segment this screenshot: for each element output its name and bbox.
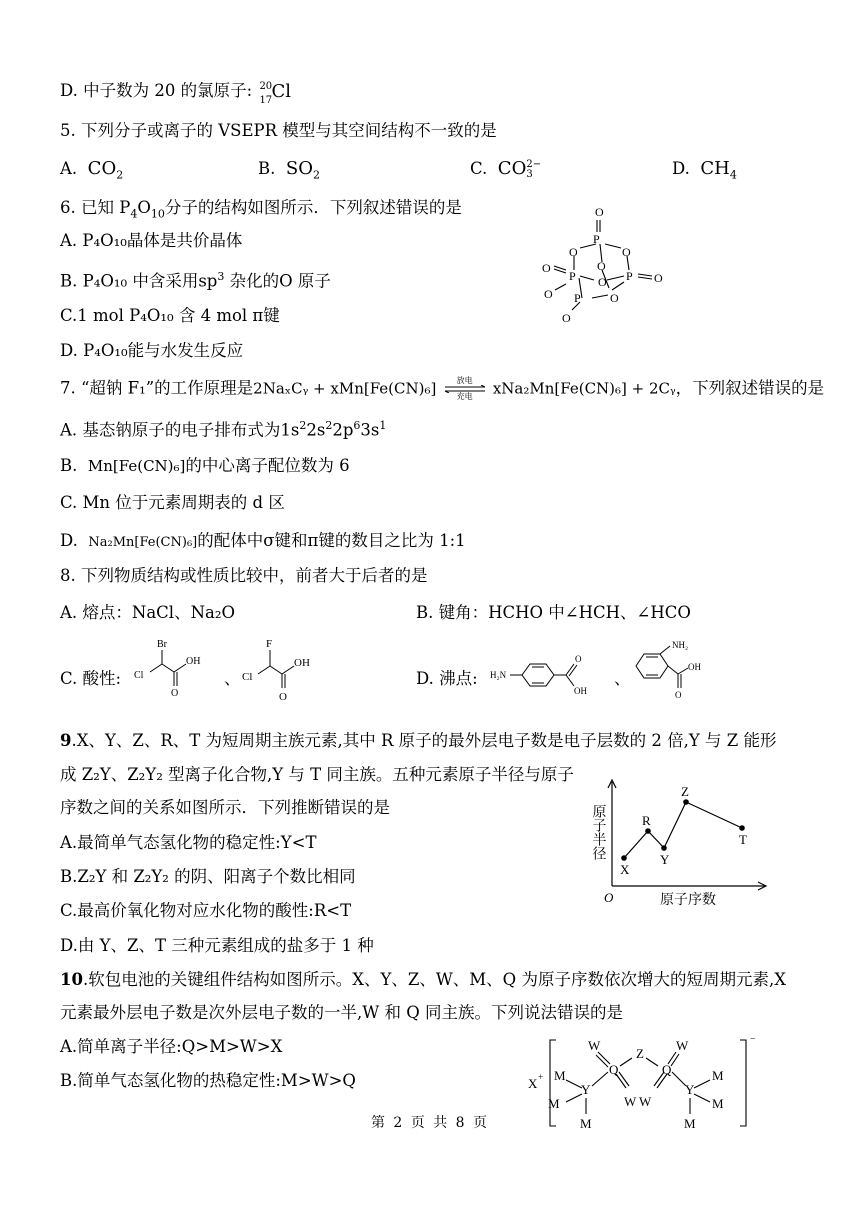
q9-stem-line1: 9.X、Y、Z、R、T 为短周期主族元素,其中 R 原子的最外层电子数是电子层数的 2 倍,Y 与 Z 能形	[60, 731, 777, 750]
point-x-label: X	[620, 862, 630, 877]
q10-stem-line2: 元素最外层电子数是次外层电子数的一半,W 和 Q 同主族。下列说法错误的是	[60, 1003, 623, 1022]
q7-option-d: D. Na₂Mn[Fe(CN)₆]的配体中σ键和π键的数目之比为 1:1	[60, 531, 466, 550]
svg-text:OH: OH	[186, 656, 201, 667]
para-aminobenzoic-acid-structure	[488, 650, 608, 700]
q5-option-d: D. $CH_4$	[672, 158, 737, 182]
svg-text:F: F	[266, 638, 273, 650]
svg-text:M: M	[554, 1068, 566, 1083]
fig-p-left: P	[569, 269, 576, 283]
q10-option-a: A.简单离子半径:Q>M>W>X	[60, 1037, 283, 1056]
q8-option-d-separator: 、	[614, 669, 631, 688]
svg-text:W: W	[676, 1038, 689, 1053]
fluoroacetic-acid-structure	[236, 636, 326, 706]
svg-text:M: M	[712, 1068, 724, 1083]
q9-stem-line3: 序数之间的关系如图所示．下列推断错误的是	[60, 798, 390, 817]
point-y-label: Y	[660, 852, 670, 867]
q8-stem: 8. 下列物质结构或性质比较中，前者大于后者的是	[60, 566, 428, 585]
ortho-aminobenzoic-acid-structure	[626, 636, 716, 710]
q8-option-c-separator: 、	[224, 669, 241, 688]
page-footer: 第 2 页 共 8 页	[370, 1115, 490, 1131]
q9-option-c: C.最高价氧化物对应水化物的酸性:R<T	[60, 901, 352, 920]
svg-text:W: W	[639, 1094, 652, 1109]
svg-text:O: O	[171, 688, 179, 699]
bromoacetic-acid-structure	[128, 636, 218, 706]
q6-option-a: A. P₄O₁₀晶体是共价晶体	[60, 231, 243, 250]
q10-stem-line1: 10.软包电池的关键组件结构如图所示。X、Y、Z、W、M、Q 为原子序数依次增大的短周期元素,X	[60, 970, 786, 989]
graph-y-axis-label: 原子半径	[590, 804, 606, 860]
svg-text:OH: OH	[294, 657, 310, 669]
svg-text:M: M	[548, 1096, 560, 1111]
fig-p-top: P	[593, 232, 600, 246]
point-r-label: R	[642, 813, 651, 828]
svg-text:W: W	[624, 1094, 637, 1109]
svg-text:−: −	[750, 1034, 756, 1045]
q6-option-d: D. P₄O₁₀能与水发生反应	[60, 341, 244, 360]
svg-text:+: +	[538, 1072, 544, 1082]
cation-x-label: X	[528, 1076, 538, 1091]
q5-option-b: B. $SO_2$	[258, 158, 320, 182]
q9-option-d: D.由 Y、Z、T 三种元素组成的盐多于 1 种	[60, 936, 374, 955]
svg-text:NH₂: NH₂	[672, 640, 689, 650]
svg-text:W: W	[588, 1038, 601, 1053]
q9-option-b: B.Z₂Y 和 Z₂Y₂ 的阴、阳离子个数比相同	[60, 867, 356, 886]
q9-option-a: A.最简单气态氢化物的稳定性:Y<T	[60, 833, 317, 852]
fig-o-left: O	[569, 245, 578, 259]
fig-o-middle: O	[598, 275, 607, 289]
svg-text:Br: Br	[157, 639, 167, 650]
q7-stem: 7. “超钠 F₁”的工作原理是2NaₓCᵧ + xMn[Fe(CN)₆] 放电 充电 xNa₂Mn[Fe(CN)₆] + 2Cᵧ，下列叙述错误的是	[60, 376, 825, 401]
q7-option-b: B. Mn[Fe(CN)₆]的中心离子配位数为 6	[60, 456, 350, 475]
q5-option-a: A. $CO_2$	[60, 158, 124, 182]
svg-text:Y: Y	[685, 1082, 695, 1097]
point-z-label: Z	[681, 784, 689, 799]
svg-text:M: M	[580, 1116, 592, 1131]
fig-p-right: P	[626, 269, 633, 283]
fig-p-bottom: P	[574, 291, 581, 305]
q5-option-c: C. CO 2− 3	[470, 158, 542, 180]
q6-option-c: C.1 mol P₄O₁₀ 含 4 mol π键	[60, 306, 280, 325]
svg-text:O: O	[675, 690, 682, 700]
svg-text:Z: Z	[636, 1046, 644, 1061]
reaction-arrow: 放电 充电	[442, 377, 488, 401]
svg-text:OH: OH	[574, 686, 587, 696]
q6-stem: 6. 已知 $P_4O_{10}$分子的结构如图所示．下列叙述错误的是	[60, 198, 462, 221]
q4-option-d: D. 中子数为 20 的氯原子: 20 17 Cl	[60, 80, 291, 106]
q9-stem-line2: 成 Z₂Y、Z₂Y₂ 型离子化合物,Y 与 T 同主族。五种元素原子半径与原子	[60, 765, 574, 784]
q8-option-d-label: D. 沸点:	[416, 669, 478, 688]
q10-option-b: B.简单气态氢化物的热稳定性:M>W>Q	[60, 1071, 356, 1090]
fig-o-lower-left: O	[544, 287, 553, 301]
fig-o-center: O	[597, 259, 606, 273]
graph-x-axis-label: 原子序数	[660, 893, 716, 906]
svg-text:M: M	[684, 1116, 696, 1131]
svg-text:OH: OH	[688, 662, 701, 672]
q8-option-a: A. 熔点：NaCl、Na₂O	[60, 603, 235, 622]
q8-option-c-label: C. 酸性:	[60, 669, 122, 688]
svg-text:Q: Q	[609, 1062, 619, 1077]
cl-isotope: 20 17 Cl	[259, 80, 291, 106]
fig-o-bottom: O	[562, 311, 571, 325]
q5-stem: 5. 下列分子或离子的 VSEPR 模型与其空间结构不一致的是	[60, 121, 497, 140]
q7-option-a: A. 基态钠原子的电子排布式为$1s^22s^22p^63s^1$	[60, 419, 387, 440]
svg-text:Cl: Cl	[242, 671, 253, 683]
svg-text:H₂N: H₂N	[490, 670, 507, 680]
fig-o-far-right: O	[654, 271, 663, 285]
point-t-label: T	[739, 832, 747, 847]
svg-text:Q: Q	[662, 1062, 672, 1077]
svg-text:Cl: Cl	[134, 670, 144, 681]
fig-o-far-left: O	[542, 261, 551, 275]
fig-o-lower-right: O	[610, 291, 619, 305]
q8-option-b: B. 键角：HCHO 中∠HCH、∠HCO	[416, 603, 691, 622]
svg-text:O: O	[575, 654, 582, 664]
graph-origin: O	[604, 890, 614, 905]
svg-text:M: M	[712, 1096, 724, 1111]
atomic-radius-graph	[590, 776, 770, 906]
q7-option-c: C. Mn 位于元素周期表的 d 区	[60, 493, 285, 512]
svg-text:Y: Y	[581, 1082, 591, 1097]
fig-o-right: O	[622, 245, 631, 259]
p4o10-structure-diagram	[530, 198, 680, 326]
fig-o-top: O	[595, 205, 604, 219]
svg-text:O: O	[279, 691, 287, 703]
q6-option-b: B. P₄O₁₀ 中含采用$sp^3$ 杂化的O 原子	[60, 270, 331, 291]
